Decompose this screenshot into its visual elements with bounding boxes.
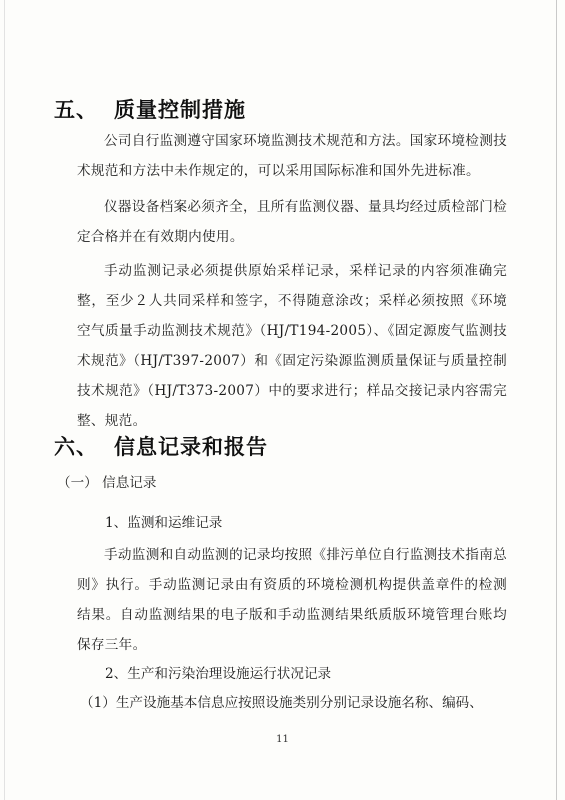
subsection-info-record: （一） 信息记录 (57, 475, 157, 491)
section-5-heading (54, 94, 246, 124)
section-6-title: 信息记录和报告 (114, 434, 268, 459)
section-5-paragraph-2: 仪器设备档案必须齐全，且所有监测仪器、量具均经过质检部门检定合格并在有效期内使用。 (77, 199, 507, 245)
section-5-title: 质量控制措施 (114, 97, 246, 122)
item-2-title: 2、生产和污染治理设施运行状况记录 (105, 666, 332, 682)
scan-edge-left (4, 0, 5, 800)
item-1-title: 1、监测和运维记录 (105, 515, 223, 531)
section-5-paragraph-3: 手动监测记录必须提供原始采样记录，采样记录的内容须准确完整，至少２人共同采样和签字，不得随意涂改；采样必须按照《环境空气质量手动监测技术规范》（HJ/T194-2005）、《固定源废气监测技术规范》（HJ/T397-2007）和《固定污染源监测质量保证与质量控制技术规范》（HJ/T373-2007）中的要求进行；样品交接记录内容需完整、规范。 (77, 263, 507, 429)
section-5-paragraph-1: 公司自行监测遵守国家环境监测技术规范和方法。国家环境检测技术规范和方法中未作规定的，可以采用国际标准和国外先进标准。 (77, 133, 507, 179)
page-number: 11 (276, 734, 289, 745)
section-6-number: 六、 (54, 434, 98, 459)
item-2-text: （1）生产设施基本信息应按照设施类别分别记录设施名称、编码、 (80, 695, 483, 711)
section-6-heading (54, 431, 268, 461)
scan-edge-right (556, 0, 557, 800)
section-5-number: 五、 (54, 97, 98, 122)
item-1-text: 手动监测和自动监测的记录均按照《排污单位自行监测技术指南总则》执行。手动监测记录由有资质的环境检测机构提供盖章件的检测结果。自动监测结果的电子版和手动监测结果纸质版环境管理台账均保存三年。 (77, 547, 507, 653)
